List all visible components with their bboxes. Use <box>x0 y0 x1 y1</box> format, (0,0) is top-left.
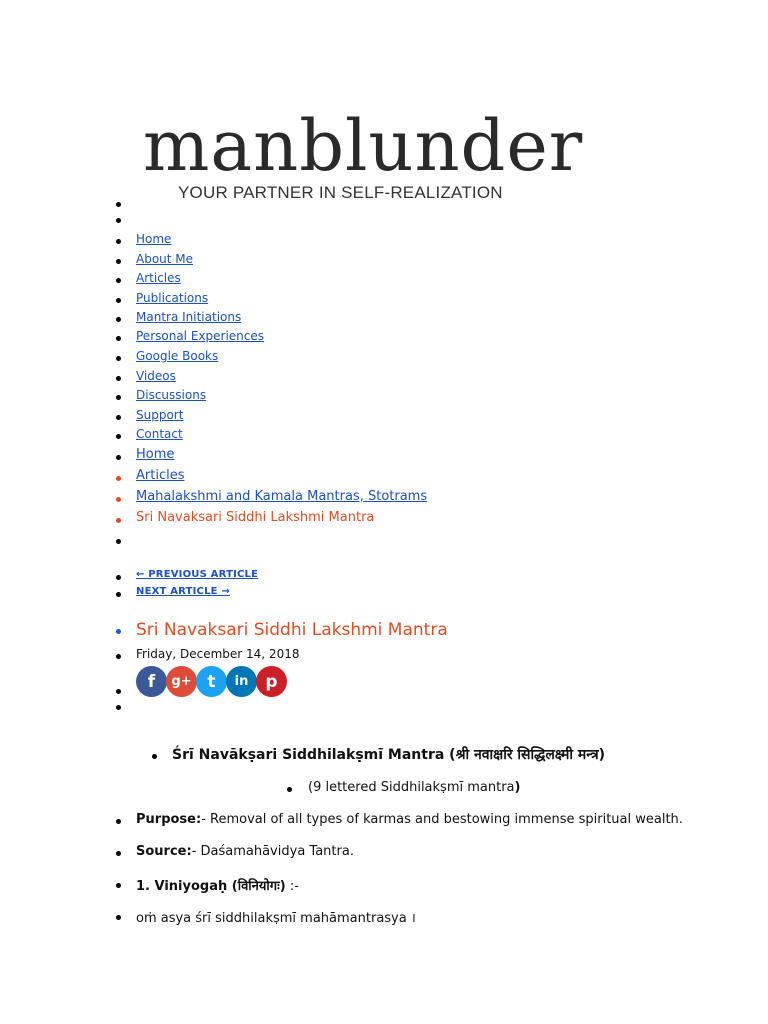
list-bullet <box>116 575 121 580</box>
mantra-heading: Śrī Navākṣari Siddhilakṣmī Mantra (श्री नवाक्षरि सिद्धिलक्ष्मी मन्त्र) <box>172 747 605 763</box>
list-bullet <box>116 395 121 400</box>
list-bullet <box>116 518 121 523</box>
list-bullet <box>116 689 121 694</box>
list-bullet <box>116 851 121 856</box>
list-bullet <box>116 278 121 283</box>
next-article-link[interactable]: NEXT ARTICLE → <box>136 586 230 597</box>
list-bullet <box>116 218 121 223</box>
nav-item-discussions[interactable]: Discussions <box>136 388 207 402</box>
google-plus-icon[interactable]: g+ <box>166 666 197 697</box>
breadcrumb-current: Sri Navaksari Siddhi Lakshmi Mantra <box>136 510 375 525</box>
previous-article-link[interactable]: ← PREVIOUS ARTICLE <box>136 569 259 580</box>
purpose-line: Purpose:- Removal of all types of karmas and bestowing immense spiritual wealth. <box>136 812 683 827</box>
nav-item-contact[interactable]: Contact <box>136 427 183 441</box>
logo-wordmark: manblunder <box>143 105 584 187</box>
list-bullet <box>116 455 121 460</box>
list-bullet <box>116 654 121 659</box>
list-bullet <box>116 915 121 920</box>
list-bullet <box>116 336 121 341</box>
list-bullet <box>116 705 121 710</box>
list-bullet <box>116 497 121 502</box>
list-bullet <box>116 883 121 888</box>
logo-tagline: YOUR PARTNER IN SELF-REALIZATION <box>178 183 503 202</box>
list-bullet <box>116 629 121 634</box>
nav-item-personal-experiences[interactable]: Personal Experiences <box>136 329 264 343</box>
list-bullet <box>116 476 121 481</box>
article-date: Friday, December 14, 2018 <box>136 647 300 661</box>
list-bullet <box>116 239 121 244</box>
list-bullet <box>116 434 121 439</box>
mantra-line: oṁ asya śrī siddhilakṣmī mahāmantrasya । <box>136 911 416 926</box>
list-bullet <box>116 376 121 381</box>
breadcrumb-home[interactable]: Home <box>136 447 175 462</box>
nav-item-videos[interactable]: Videos <box>136 369 176 383</box>
list-bullet <box>116 317 121 322</box>
twitter-icon[interactable]: t <box>196 666 227 697</box>
list-bullet <box>152 754 157 759</box>
nav-item-publications[interactable]: Publications <box>136 291 209 305</box>
list-bullet <box>116 819 121 824</box>
list-bullet <box>287 787 292 792</box>
list-bullet <box>116 259 121 264</box>
viniyoga-heading: 1. Viniyogaḥ (विनियोगः) :- <box>136 879 299 894</box>
article-title: Sri Navaksari Siddhi Lakshmi Mantra <box>136 620 448 640</box>
nav-item-support[interactable]: Support <box>136 408 184 422</box>
list-bullet <box>116 356 121 361</box>
mantra-subheading: (9 lettered Siddhilakṣmī mantra) <box>308 780 521 795</box>
facebook-icon[interactable]: f <box>136 666 167 697</box>
nav-item-home[interactable]: Home <box>136 232 172 246</box>
source-line: Source:- Daśamahāvidya Tantra. <box>136 844 354 859</box>
breadcrumb-category[interactable]: Mahalakshmi and Kamala Mantras, Stotrams <box>136 489 428 504</box>
linkedin-icon[interactable]: in <box>226 666 257 697</box>
list-bullet <box>116 415 121 420</box>
list-bullet <box>116 539 121 544</box>
manblunder-logo[interactable] <box>143 104 584 187</box>
pinterest-icon[interactable]: p <box>256 666 287 697</box>
nav-item-google-books[interactable]: Google Books <box>136 349 219 363</box>
nav-item-mantra-initiations[interactable]: Mantra Initiations <box>136 310 242 324</box>
list-bullet <box>116 298 121 303</box>
breadcrumb-articles[interactable]: Articles <box>136 468 185 483</box>
list-bullet <box>116 202 121 207</box>
nav-item-articles[interactable]: Articles <box>136 271 181 285</box>
list-bullet <box>116 592 121 597</box>
nav-item-about-me[interactable]: About Me <box>136 252 194 266</box>
